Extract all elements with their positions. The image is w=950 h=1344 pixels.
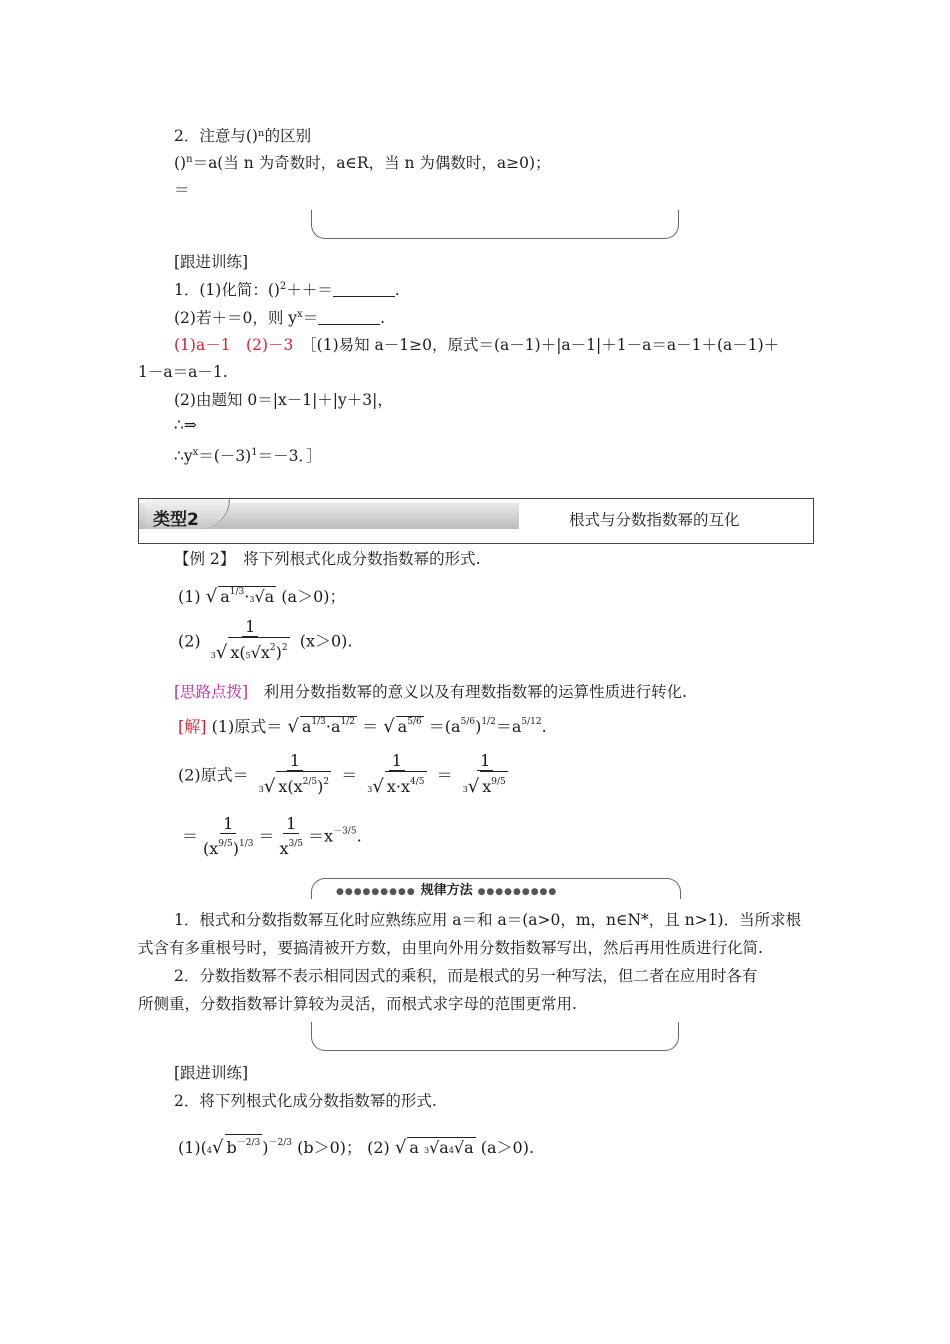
part-1-label: (1) — [178, 587, 201, 606]
note-line-1: 2．注意与()ⁿ的区别 — [174, 127, 312, 145]
fu2-part-1-label: (1) — [178, 1138, 201, 1157]
follow-up-heading: [跟进训练] — [174, 253, 249, 271]
answer-blank-2[interactable] — [318, 310, 380, 325]
note-line-2-b: ＝a(当 n 为奇数时，a∈R，当 n 为偶数时，a≥0)； — [192, 154, 551, 172]
answer-4-c: ＝－3．］ — [257, 447, 322, 465]
example-2-part-2 — [178, 618, 353, 666]
note-line-3: ＝ — [174, 181, 190, 199]
note-line-2-a: () — [174, 154, 187, 172]
type-label: 类型2 — [153, 510, 199, 530]
question-1-end: . — [394, 281, 400, 299]
hint-text: 利用分数指数幂的意义以及有理数指数幂的运算性质进行转化. — [263, 683, 688, 701]
example-2-part-1 — [178, 584, 346, 607]
box-bracket-bottom — [311, 210, 679, 239]
question-2-sup: x — [297, 309, 303, 320]
answer-4-b: ＝(－3) — [198, 447, 252, 465]
fraction-numerator: 1 — [242, 618, 258, 637]
question-1-sup: 2 — [279, 281, 287, 292]
hint-label: [思路点拨] — [174, 683, 249, 701]
follow-up-2-parts: (1)(4√ $b^{-2/3}$ )$^{-2/3}$ (b＞0)； (2) √ a 3√a4√a (a＞0). — [178, 1134, 534, 1158]
fraction-expression-2: $\frac{1}{3√ x(5√x^2)^2}$ — [208, 618, 293, 666]
answer-values: (1)a－1 (2)－3 — [174, 336, 294, 354]
question-1-a: 1．(1)化简：() — [174, 281, 280, 299]
solution-part-2: (2)原式＝ $\frac{1}{3√ x(x^{2/5})^2}$ ＝ $\frac{1}{3√ x\cdot x^{4/5}}$ ＝ $\frac{1}{3√ x^{9/5}}$ — [178, 751, 506, 797]
type-2-header — [138, 498, 814, 544]
answer-explanation: ［(1)易知 a－1≥0，原式＝(a－1)＋|a－1|＋1－a＝a－1＋(a－1)＋ — [308, 336, 780, 354]
answer-1-line — [174, 333, 779, 355]
answer-4-sup2: 1 — [251, 447, 258, 458]
rule-1-line: 1．根式和分数指数幂互化时应熟练应用 a＝和 a＝(a>0，m，n∈N*，且 n>1)．当所求根 — [174, 911, 802, 929]
answer-4-a: ∴y — [174, 447, 193, 465]
question-1-b: ＋＋＝ — [286, 281, 333, 299]
question-2-a: (2)若＋＝0，则 y — [174, 309, 298, 327]
follow-up-2-question: 2．将下列根式化成分数指数幂的形式. — [174, 1092, 437, 1110]
rule-1-line-2: 式含有多重根号时，要搞清被开方数，由里向外用分数指数幂写出，然后再用性质进行化简. — [138, 939, 763, 957]
hint-line — [174, 680, 687, 702]
answer-4-line — [174, 444, 322, 466]
rule-2-line-2: 所侧重，分数指数幂计算较为灵活，而根式求字母的范围更常用. — [138, 995, 577, 1013]
answer-1-line-2: 1－a＝a－1. — [138, 363, 228, 381]
solution-part-2-cont: ＝ $\frac{1}{(x^{9/5})^{1/3}}$ ＝ $\frac{1}{x^{3/5}}$ $=x^{-3/5}$. — [182, 814, 362, 858]
fu2-part-2-condition: (a＞0). — [480, 1138, 535, 1157]
equals-1: ＝ — [362, 717, 379, 736]
solution-label: [解] — [178, 717, 207, 736]
rules-bracket-bottom — [311, 1022, 679, 1051]
part-2-label: (2) — [178, 631, 201, 651]
question-2-end: . — [380, 309, 386, 327]
fu2-part-2-label: (2) — [367, 1138, 390, 1157]
question-2-b: ＝ — [302, 309, 319, 327]
part-1-condition: (a＞0)； — [281, 587, 346, 606]
rule-2-line: 2．分数指数幂不表示相同因式的乘积，而是根式的另一种写法，但二者在应用时各有 — [174, 967, 758, 985]
answer-2-line: (2)由题知 0＝|x－1|＋|y＋3|， — [174, 391, 393, 409]
solution-2-label: (2)原式＝ — [178, 765, 249, 785]
question-2-line — [174, 306, 385, 328]
radical-expression-1: √ $a^{1/3}\cdot 3√a$ — [205, 586, 275, 607]
type-title: 根式与分数指数幂的互化 — [569, 511, 740, 529]
solution-part-1: [解] (1)原式＝ √ $a^{1/3}\cdot a^{1/2}$ ＝ √ $a^{5/6} =(a^{5/6})^{1/2}=a^{5/12}$. — [178, 716, 547, 737]
rules-label: 规律方法 — [420, 883, 473, 898]
note-line-2-sup: n — [186, 154, 193, 165]
example-2-heading: 【例 2】 — [174, 550, 228, 568]
part-2-condition: (x＞0). — [299, 631, 353, 651]
solution-1-label: (1)原式＝ — [211, 717, 283, 736]
question-1-line — [174, 278, 400, 300]
fu2-part-1-condition: (b＞0)； — [297, 1138, 363, 1157]
follow-up-2-heading: [跟进训练] — [174, 1064, 249, 1082]
rules-header: ●●●●●●●●● 规律方法 ●●●●●●●●● — [330, 879, 563, 898]
answer-4-sup: x — [192, 447, 199, 458]
note-line-2 — [174, 151, 551, 173]
example-2-line — [174, 547, 481, 569]
answer-3-line: ∴⇒ — [174, 416, 197, 434]
example-2-prompt: 将下列根式化成分数指数幂的形式. — [243, 550, 481, 568]
answer-blank-1[interactable] — [333, 282, 395, 297]
